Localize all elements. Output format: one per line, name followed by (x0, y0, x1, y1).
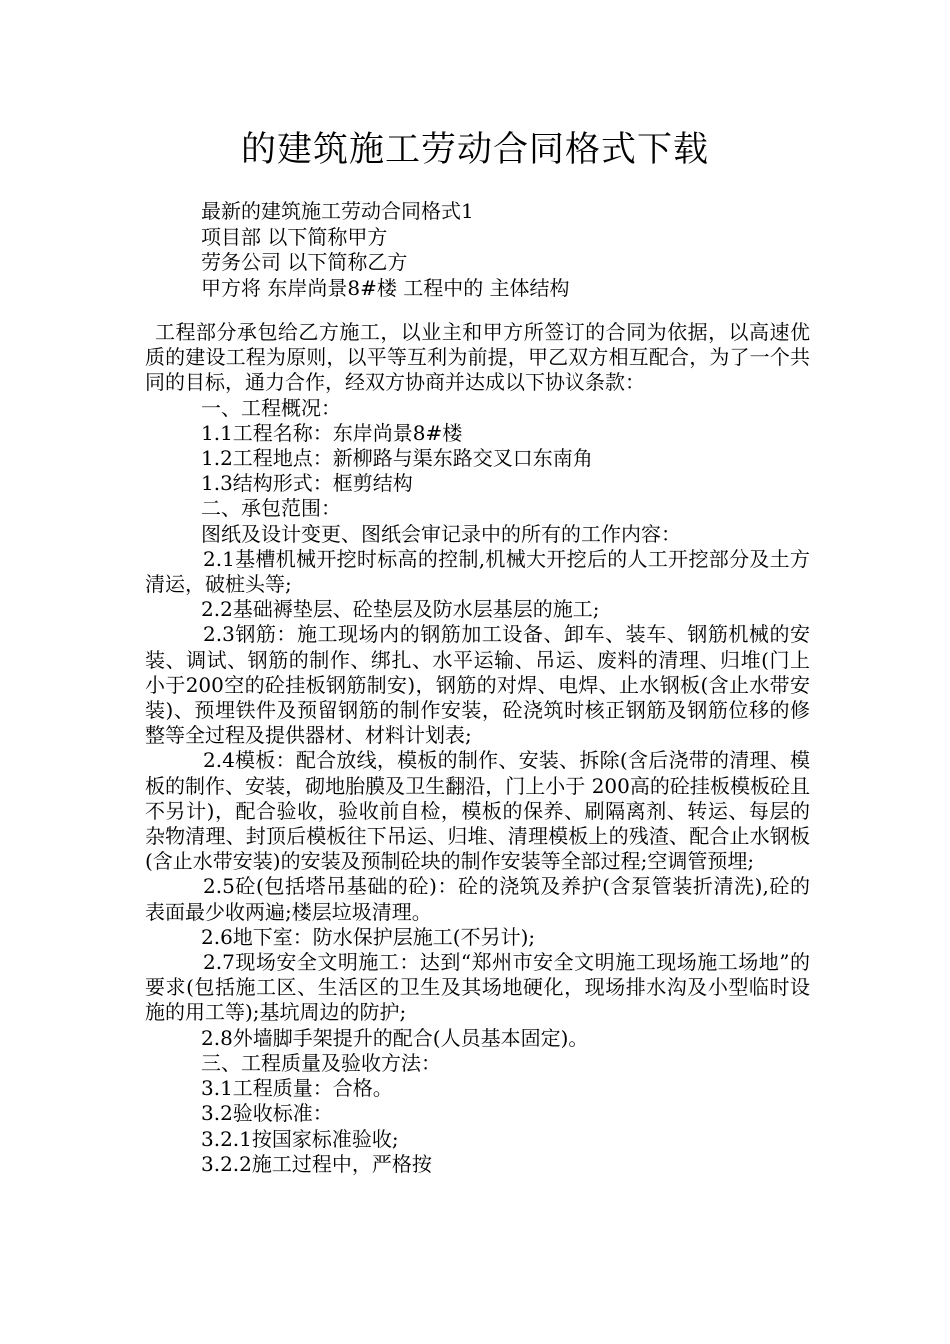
clause: 2.3钢筋：施工现场内的钢筋加工设备、卸车、装车、钢筋机械的安装、调试、钢筋的制作、绑扎、水平运输、吊运、废料的清理、归堆(门上小于200空的砼挂板钢筋制安)，钢筋的对焊、电焊、止水钢板(含止水带安装)、预埋铁件及预留钢筋的制作安装，砼浇筑时核正钢筋及钢筋位移的修整等全过程及提供器材、材料计划表; (145, 622, 810, 748)
header-line: 项目部 以下简称甲方 (201, 224, 388, 249)
contract-header (201, 199, 841, 301)
clause: 2.6地下室：防水保护层施工(不另计); (201, 924, 536, 949)
section-heading: 二、承包范围： (201, 496, 341, 521)
clause: 2.5砼(包括塔吊基础的砼)：砼的浇筑及养护(含泵管装折清洗),砼的表面最少收两遍;楼层垃圾清理。 (145, 874, 810, 924)
clause: 图纸及设计变更、图纸会审记录中的所有的工作内容： (201, 521, 681, 546)
section-heading: 三、工程质量及验收方法： (201, 1050, 441, 1075)
clause: 1.3结构形式：框剪结构 (201, 471, 413, 496)
document-title: 的建筑施工劳动合同格式下载 (240, 130, 709, 170)
header-line: 最新的建筑施工劳动合同格式1 (201, 199, 474, 223)
clause: 2.1基槽机械开挖时标高的控制,机械大开挖后的人工开挖部分及土方清运，破桩头等; (145, 546, 810, 597)
clause: 2.4模板：配合放线，模板的制作、安装、拆除(含后浇带的清理、模板的制作、安装，砌地胎膜及卫生翻沿，门上小于 200高的砼挂板模板砼且不另计)，配合验收，验收前自检，模板的保养、刷隔离剂、转运、每层的杂物清理、封顶后模板往下吊运、归堆、清理模板上的残渣、配合止水钢板(含止水带安装)的安装及预制砼块的制作安装等全部过程;空调管预埋; (145, 748, 810, 874)
clause: 2.2基础褥垫层、砼垫层及防水层基层的施工; (201, 597, 600, 622)
clause: 3.2.2施工过程中，严格按 (201, 1151, 432, 1176)
header-line: 甲方将 东岸尚景8#楼 工程中的 主体结构 (201, 275, 570, 300)
contract-body (145, 320, 810, 1177)
header-line: 劳务公司 以下简称乙方 (201, 250, 408, 274)
section-heading: 一、工程概况： (201, 395, 341, 420)
intro-paragraph: 工程部分承包给乙方施工，以业主和甲方所签订的合同为依据，以高速优质的建设工程为原则，以平等互利为前提，甲乙双方相互配合，为了一个共同的目标，通力合作，经双方协商并达成以下协议条款： (145, 320, 810, 395)
clause: 3.2验收标准： (201, 1101, 333, 1126)
clause: 2.8外墙脚手架提升的配合(人员基本固定)。 (201, 1025, 589, 1050)
clause: 3.1工程质量：合格。 (201, 1076, 393, 1101)
clause: 3.2.1按国家标准验收; (201, 1126, 399, 1151)
clause: 1.1工程名称：东岸尚景8#楼 (201, 420, 463, 445)
clause: 2.7现场安全文明施工：达到“郑州市安全文明施工现场施工场地”的要求(包括施工区、生活区的卫生及其场地硬化，现场排水沟及小型临时设施的用工等);基坑周边的防护; (145, 950, 810, 1025)
clause: 1.2工程地点：新柳路与渠东路交叉口东南角 (201, 446, 593, 471)
